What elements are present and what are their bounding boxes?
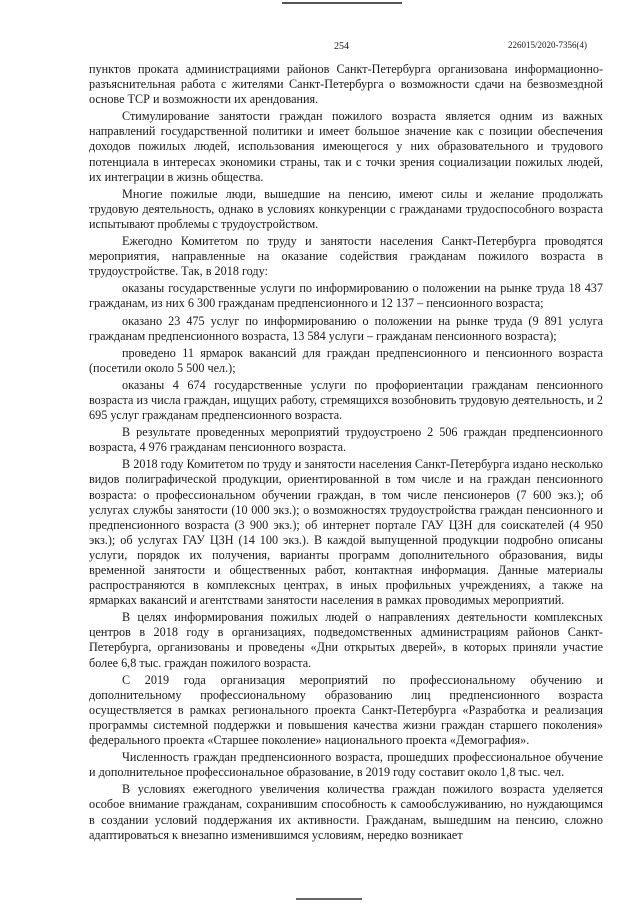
bottom-scan-line (296, 898, 362, 900)
paragraph: Численность граждан предпенсионного возраста, прошедших профессиональное обучение и дополнительное профессиональное образование, в 2019 году составит около 1,8 тыс. чел. (89, 750, 603, 780)
page-number: 254 (334, 41, 349, 52)
paragraph: пунктов проката администрациями районов Санкт-Петербурга организована информационно-разъяснительная работа с жителями Санкт-Петербурга о возможности сдачи на безвозмездной основе ТСР и возможности их арендования. (89, 62, 603, 107)
list-paragraph: проведено 11 ярмарок вакансий для граждан предпенсионного и пенсионного возраста (посетили около 5 500 чел.); (89, 345, 603, 375)
top-scan-line (282, 2, 402, 4)
document-body (89, 62, 603, 845)
paragraph: В условиях ежегодного увеличения количества граждан пожилого возраста уделяется особое внимание гражданам, сохранившим способность к самообслуживанию, но нуждающимся в создании условий поддержания их активности. Гражданам, вышедшим на пенсию, сложно адаптироваться к внезапно изменившимся условиям, нередко возникает (89, 782, 603, 842)
paragraph: В 2018 году Комитетом по труду и занятости населения Санкт-Петербурга издано несколько видов полиграфической продукции, ориентированной в том числе и на граждан пенсионного возраста: о профессиональном обучении граждан, в том числе пенсионеров (7 600 экз.); об услугах службы занятости (10 000 экз.); о возможностях трудоустройства граждан пенсионного и предпенсионного возраста (3 900 экз.); об интернет портале ГАУ ЦЗН для соискателей (4 950 экз.); об услугах ГАУ ЦЗН (14 100 экз.). В каждой выпущенной продукции подробно описаны услуги, порядок их получения, варианты программ дополнительного образования, виды временной занятости и общественных работ, контактная информация. Данные материалы распространяются в комплексных центрах, в иных профильных учреждениях, а также на ярмарках вакансий и агентствами занятости населения в рамках проводимых мероприятий. (89, 457, 603, 608)
list-paragraph: оказаны 4 674 государственные услуги по профориентации гражданам пенсионного возраста из числа граждан, ищущих работу, стремящихся возобновить трудовую деятельность, и 2 695 услуг гражданам предпенсионного возраста. (89, 377, 603, 423)
paragraph: Стимулирование занятости граждан пожилого возраста является одним из важных направлений государственной политики и имеет большое значение как с позиции обеспечения доходов пожилых людей, использования имеющегося у них образовательного и трудового потенциала в интересах экономики страны, так и с точки зрения социализации пожилых людей, их интеграции в жизнь общества. (89, 109, 603, 184)
paragraph: Ежегодно Комитетом по труду и занятости населения Санкт-Петербурга проводятся мероприятия, направленные на оказание содействия гражданам пожилого возраста в трудоустройстве. Так, в 2018 году: (89, 234, 603, 279)
list-paragraph: оказано 23 475 услуг по информированию о положении на рынке труда (9 891 услуга гражданам предпенсионного возраста, 13 584 услуги – гражданам пенсионного возраста); (89, 313, 603, 343)
paragraph: В результате проведенных мероприятий трудоустроено 2 506 граждан предпенсионного возраста, 4 976 гражданам пенсионного возраста. (89, 425, 603, 455)
document-code: 226015/2020-7356(4) (508, 40, 587, 50)
paragraph: С 2019 года организация мероприятий по профессиональному обучению и дополнительному профессиональному образованию лиц предпенсионного возраста осуществляется в рамках регионального проекта Санкт-Петербурга «Разработка и реализация программы системной поддержки и повышения качества жизни граждан старшего поколения» федерального проекта «Старшее поколение» национального проекта «Демография». (89, 672, 603, 748)
paragraph: В целях информирования пожилых людей о направлениях деятельности комплексных центров в 2018 году в организациях, подведомственных администрациям районов Санкт-Петербурга, организованы и проведены «Дни открытых дверей», в которых приняли участие более 6,8 тыс. граждан пожилого возраста. (89, 610, 603, 670)
list-paragraph: оказаны государственные услуги по информированию о положении на рынке труда 18 437 гражданам, из них 6 300 гражданам предпенсионного и 12 137 – пенсионного возраста; (89, 281, 603, 311)
paragraph: Многие пожилые люди, вышедшие на пенсию, имеют силы и желание продолжать трудовую деятельность, однако в условиях конкуренции с гражданами трудоспособного возраста испытывают проблемы с трудоустройством. (89, 186, 603, 231)
